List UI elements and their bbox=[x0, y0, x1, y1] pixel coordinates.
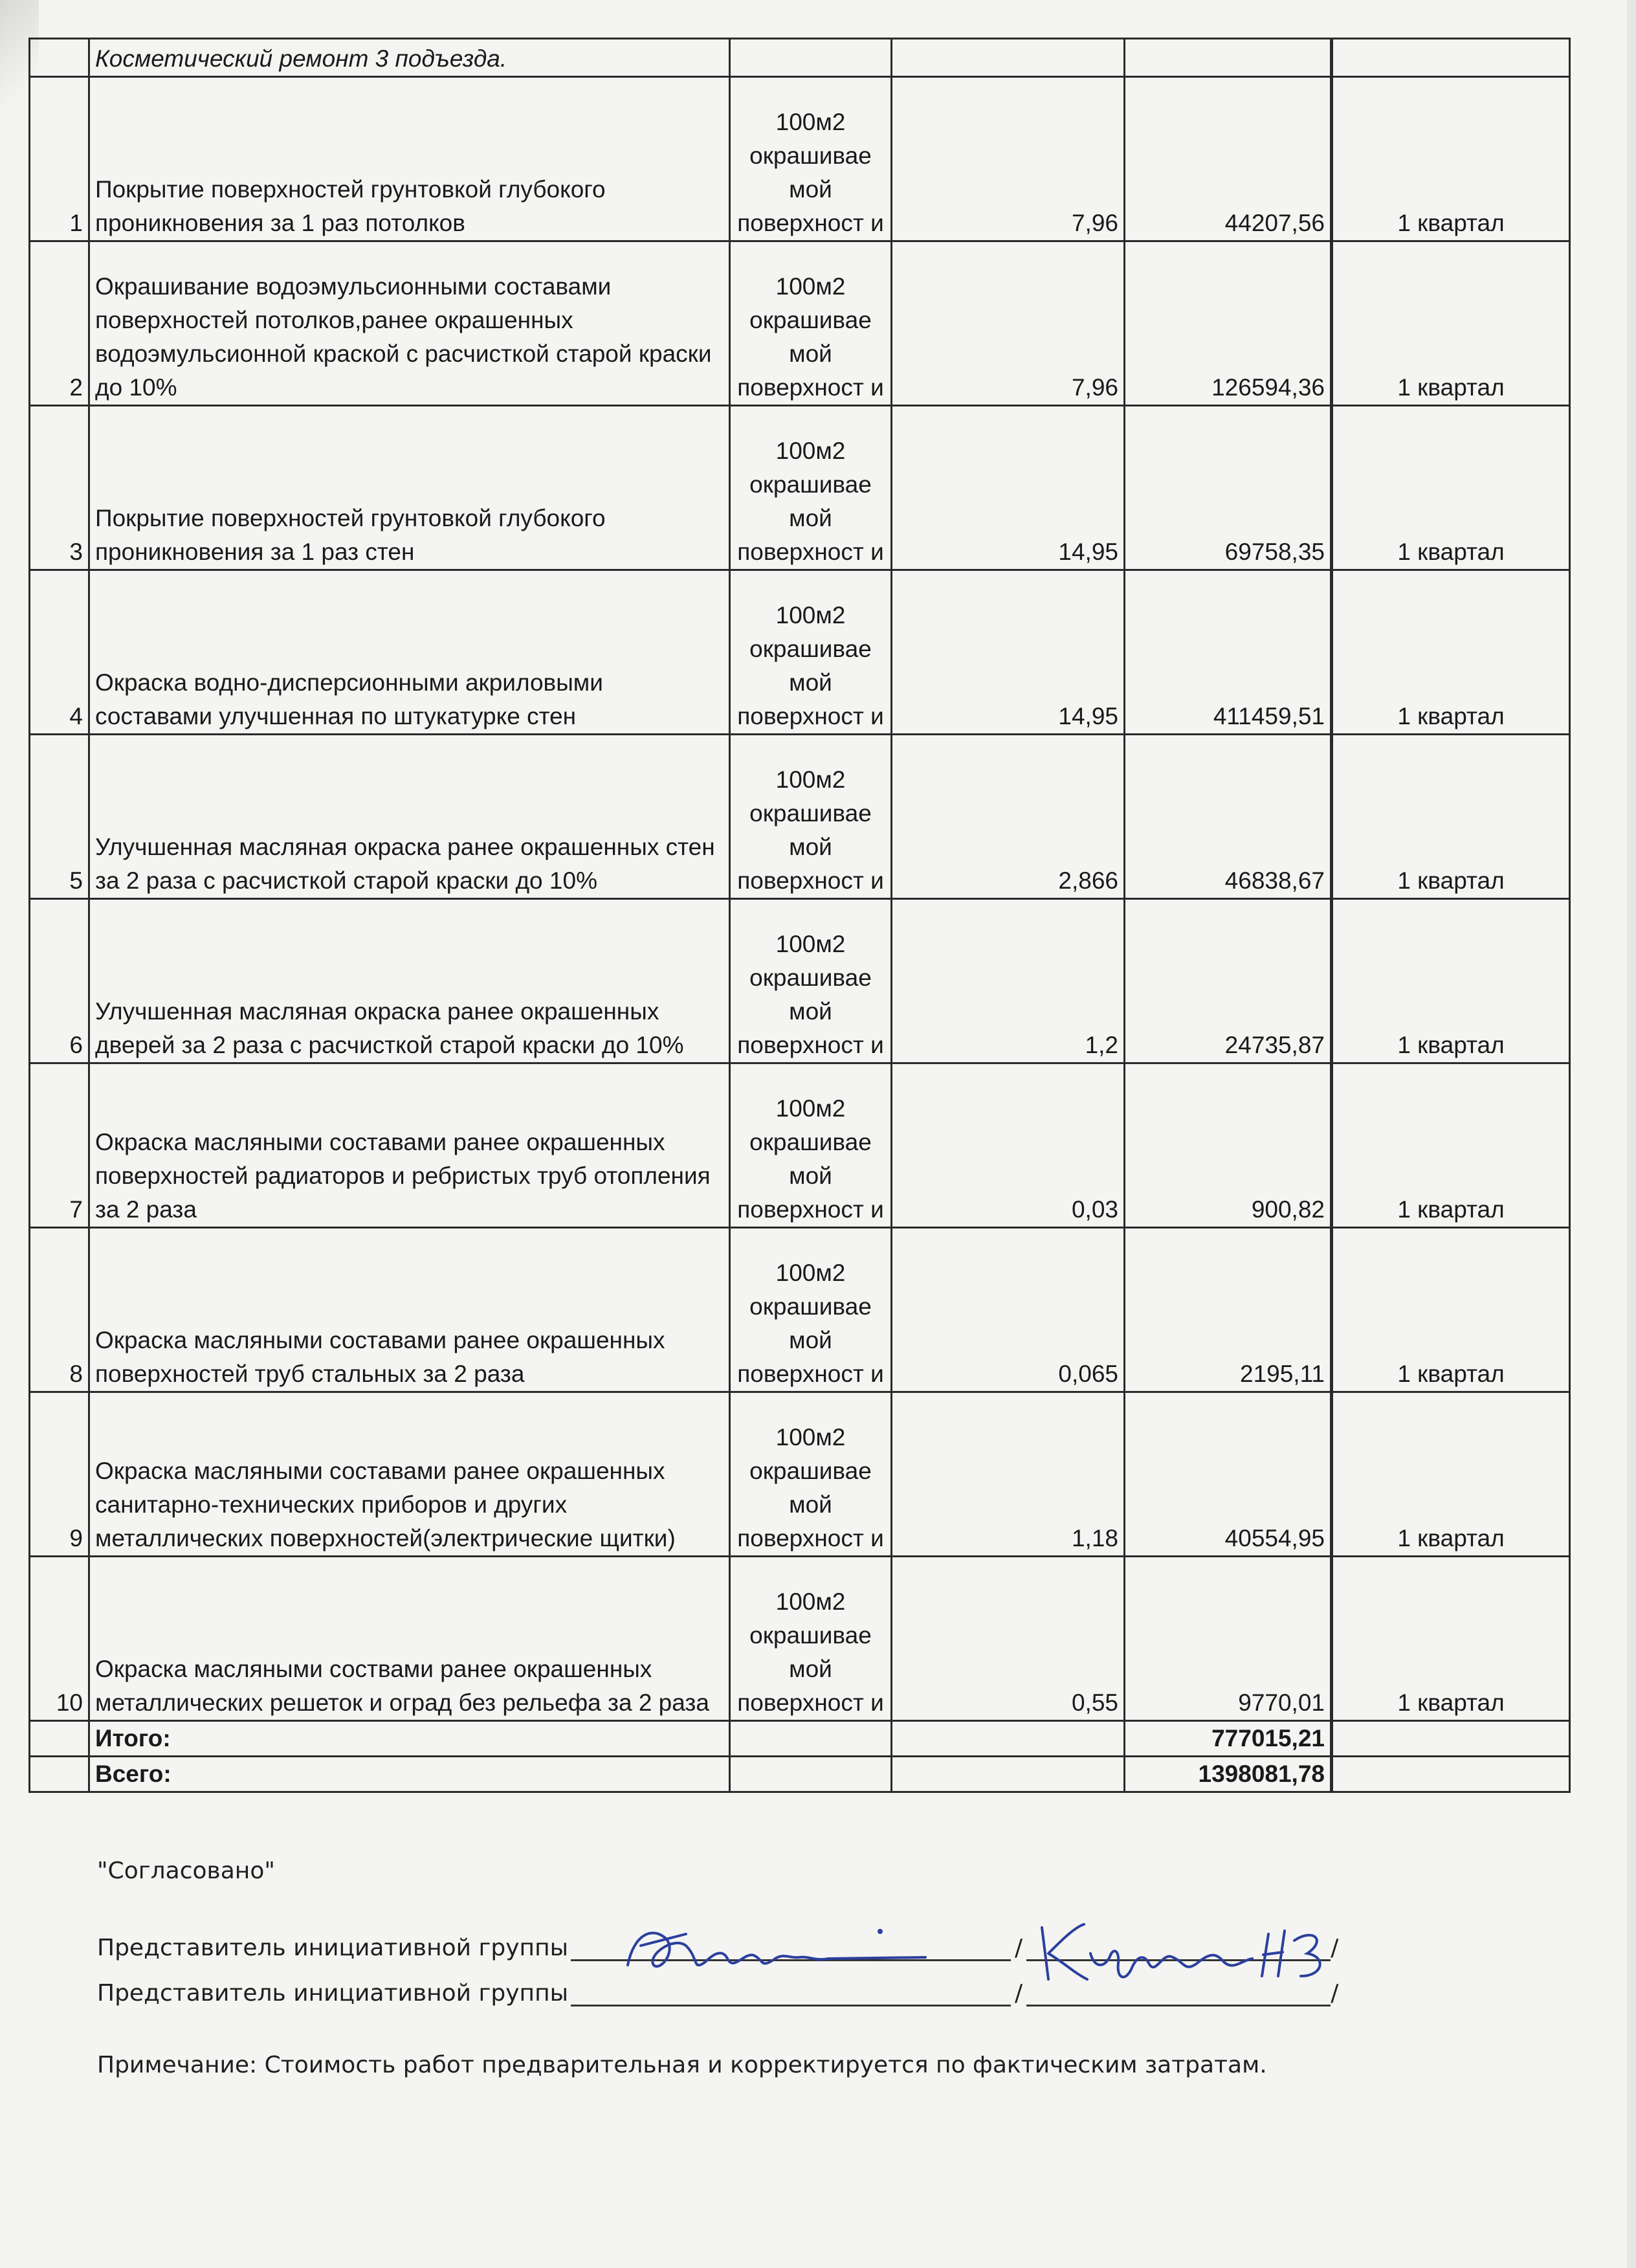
cost: 69758,35 bbox=[1125, 406, 1332, 570]
period: 1 квартал bbox=[1332, 1557, 1570, 1721]
row-number: 1 bbox=[30, 77, 89, 241]
representative-label: Представитель инициативной группы bbox=[97, 1935, 569, 1961]
work-description: Окраска водно-дисперсионными акриловыми составами улучшенная по штукатурке стен bbox=[89, 570, 730, 735]
table-row bbox=[30, 77, 1570, 241]
table-row bbox=[30, 899, 1570, 1063]
cost: 2195,11 bbox=[1125, 1228, 1332, 1392]
unit: 100м2 окрашивае мой поверхност и bbox=[730, 1392, 892, 1557]
period: 1 квартал bbox=[1332, 1228, 1570, 1392]
row-number: 10 bbox=[30, 1557, 89, 1721]
slash: / bbox=[1015, 1980, 1023, 2007]
work-description: Улучшенная масляная окраска ранее окрашенных дверей за 2 раза с расчисткой старой краски до 10% bbox=[89, 899, 730, 1063]
row-number: 9 bbox=[30, 1392, 89, 1557]
slash: / bbox=[1331, 1935, 1339, 1961]
quantity: 7,96 bbox=[892, 77, 1125, 241]
table-row bbox=[30, 570, 1570, 735]
row-number: 2 bbox=[30, 241, 89, 406]
work-description: Покрытие поверхностей грунтовкой глубокого проникновения за 1 раз стен bbox=[89, 406, 730, 570]
quantity: 1,18 bbox=[892, 1392, 1125, 1557]
work-description: Окраска масляными составами ранее окрашенных санитарно-технических приборов и других металлических поверхностей(электрические щитки) bbox=[89, 1392, 730, 1557]
cell-empty bbox=[892, 1721, 1125, 1757]
total-row bbox=[30, 1757, 1570, 1792]
period: 1 квартал bbox=[1332, 1063, 1570, 1228]
unit: 100м2 окрашивае мой поверхност и bbox=[730, 77, 892, 241]
subtotal-value: 777015,21 bbox=[1125, 1721, 1332, 1757]
slash: / bbox=[1015, 1935, 1023, 1961]
work-description: Окрашивание водоэмульсионными составами поверхностей потолков,ранее окрашенных водоэмульсионной краской с расчисткой старой краски до 10% bbox=[89, 241, 730, 406]
cell-empty bbox=[730, 1721, 892, 1757]
cell-empty bbox=[892, 39, 1125, 77]
quantity: 0,03 bbox=[892, 1063, 1125, 1228]
table-row bbox=[30, 241, 1570, 406]
row-number: 3 bbox=[30, 406, 89, 570]
cell-empty bbox=[730, 1757, 892, 1792]
work-description: Улучшенная масляная окраска ранее окрашенных стен за 2 раза с расчисткой старой краски до 10% bbox=[89, 735, 730, 899]
subtotal-row bbox=[30, 1721, 1570, 1757]
quantity: 14,95 bbox=[892, 570, 1125, 735]
cell-empty bbox=[1332, 1757, 1570, 1792]
quantity: 14,95 bbox=[892, 406, 1125, 570]
unit: 100м2 окрашивае мой поверхност и bbox=[730, 899, 892, 1063]
cost: 9770,01 bbox=[1125, 1557, 1332, 1721]
table-row bbox=[30, 1557, 1570, 1721]
total-value: 1398081,78 bbox=[1125, 1757, 1332, 1792]
table-row bbox=[30, 406, 1570, 570]
handwritten-signature-1 bbox=[615, 1920, 1003, 1991]
row-number: 8 bbox=[30, 1228, 89, 1392]
row-number: 6 bbox=[30, 899, 89, 1063]
unit: 100м2 окрашивае мой поверхност и bbox=[730, 735, 892, 899]
total-label: Всего: bbox=[89, 1757, 730, 1792]
table-row bbox=[30, 1392, 1570, 1557]
cost: 126594,36 bbox=[1125, 241, 1332, 406]
period: 1 квартал bbox=[1332, 899, 1570, 1063]
slash: / bbox=[1331, 1980, 1339, 2007]
row-number: 5 bbox=[30, 735, 89, 899]
works-table bbox=[28, 38, 1571, 1793]
cost: 411459,51 bbox=[1125, 570, 1332, 735]
representative-label: Представитель инициативной группы bbox=[97, 1980, 569, 2007]
handwritten-signature-2 bbox=[1029, 1915, 1365, 1992]
page-edge bbox=[1627, 0, 1636, 2268]
work-description: Покрытие поверхностей грунтовкой глубокого проникновения за 1 раз потолков bbox=[89, 77, 730, 241]
row-number: 4 bbox=[30, 570, 89, 735]
quantity: 7,96 bbox=[892, 241, 1125, 406]
cell-empty bbox=[30, 39, 89, 77]
work-description: Окраска масляными составами ранее окрашенных поверхностей труб стальных за 2 раза bbox=[89, 1228, 730, 1392]
cell-empty bbox=[730, 39, 892, 77]
work-description: Окраска масляными соствами ранее окрашенных металлических решеток и оград без рельефа за 2 раза bbox=[89, 1557, 730, 1721]
table-row bbox=[30, 1228, 1570, 1392]
cell-empty bbox=[1332, 39, 1570, 77]
unit: 100м2 окрашивае мой поверхност и bbox=[730, 406, 892, 570]
unit: 100м2 окрашивае мой поверхност и bbox=[730, 241, 892, 406]
note-text: Примечание: Стоимость работ предварительная и корректируется по фактическим затратам. bbox=[97, 2052, 1267, 2078]
cost: 40554,95 bbox=[1125, 1392, 1332, 1557]
quantity: 2,866 bbox=[892, 735, 1125, 899]
cost: 24735,87 bbox=[1125, 899, 1332, 1063]
agreed-label: "Согласовано" bbox=[97, 1858, 275, 1884]
period: 1 квартал bbox=[1332, 77, 1570, 241]
table-row bbox=[30, 1063, 1570, 1228]
unit: 100м2 окрашивае мой поверхност и bbox=[730, 1063, 892, 1228]
unit: 100м2 окрашивае мой поверхност и bbox=[730, 570, 892, 735]
cell-empty bbox=[1125, 39, 1332, 77]
quantity: 0,55 bbox=[892, 1557, 1125, 1721]
cost: 46838,67 bbox=[1125, 735, 1332, 899]
cell-empty bbox=[30, 1757, 89, 1792]
row-number: 7 bbox=[30, 1063, 89, 1228]
cell-empty bbox=[1332, 1721, 1570, 1757]
cost: 44207,56 bbox=[1125, 77, 1332, 241]
period: 1 квартал bbox=[1332, 241, 1570, 406]
period: 1 квартал bbox=[1332, 1392, 1570, 1557]
work-description: Окраска масляными составами ранее окрашенных поверхностей радиаторов и ребристых труб отопления за 2 раза bbox=[89, 1063, 730, 1228]
quantity: 1,2 bbox=[892, 899, 1125, 1063]
section-header-row bbox=[30, 39, 1570, 77]
cell-empty bbox=[30, 1721, 89, 1757]
cell-empty bbox=[892, 1757, 1125, 1792]
period: 1 квартал bbox=[1332, 570, 1570, 735]
cost: 900,82 bbox=[1125, 1063, 1332, 1228]
period: 1 квартал bbox=[1332, 735, 1570, 899]
unit: 100м2 окрашивае мой поверхност и bbox=[730, 1228, 892, 1392]
section-title: Косметический ремонт 3 подъезда. bbox=[89, 39, 730, 77]
unit: 100м2 окрашивае мой поверхност и bbox=[730, 1557, 892, 1721]
table-row bbox=[30, 735, 1570, 899]
period: 1 квартал bbox=[1332, 406, 1570, 570]
subtotal-label: Итого: bbox=[89, 1721, 730, 1757]
quantity: 0,065 bbox=[892, 1228, 1125, 1392]
